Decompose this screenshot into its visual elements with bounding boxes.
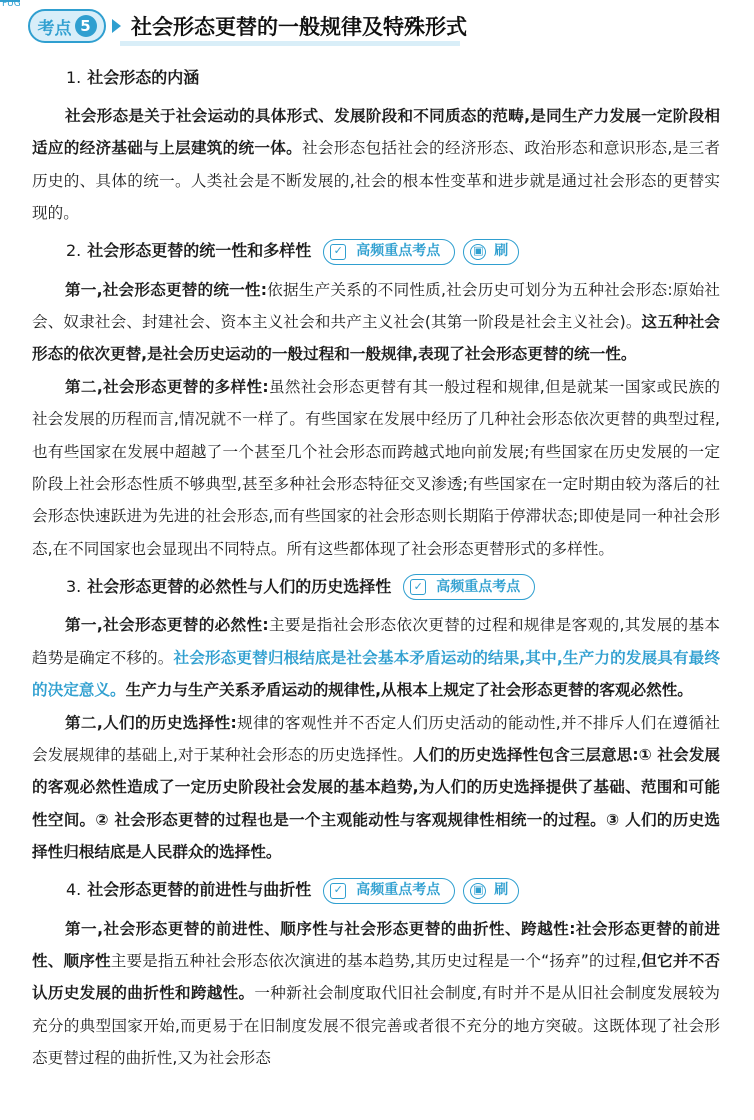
key-point-tag[interactable] (323, 239, 455, 265)
book-icon: ▣ (470, 883, 486, 899)
key-point-tag[interactable] (323, 878, 455, 904)
section-title: 社会形态更替的必然性与人们的历史选择性 (87, 577, 392, 597)
page-title: 社会形态更替的一般规律及特殊形式 (131, 15, 467, 39)
section-heading (32, 233, 720, 271)
badge-number: 5 (75, 15, 97, 37)
section-heading (32, 872, 720, 910)
text-run: 生产力与生产关系矛盾运动的规律性,从根本上规定了社会形态更替的客观必然性。 (125, 681, 693, 700)
tag-label: 高频重点考点 (356, 243, 441, 260)
text-run: 社会形态包括社会的经济形态、政治形态和意识形态,是三者历史的、具体的统一。人类社会是不断发展的,社会的根本性变革和进步就是通过社会形态的更替实现的。 (32, 139, 720, 223)
section-header (28, 4, 467, 48)
text-run: 社会形态更替归根结底是社会基本矛盾运动的结果,其中,生产力的发展具有最终的决定意义。 (32, 648, 720, 700)
checklist-icon: ✓ (330, 244, 346, 260)
paragraph (32, 100, 720, 230)
practice-tag[interactable] (463, 878, 519, 904)
text-run: 这五种社会形态的依次更替,是社会历史运动的一般过程和一般规律,表现了社会形态更替的统一性。 (32, 313, 720, 364)
section-title: 社会形态的内涵 (87, 67, 200, 87)
section-number: 1. (66, 67, 82, 87)
section-number: 3. (66, 577, 82, 597)
tag-label: 刷 (494, 243, 509, 260)
practice-tag[interactable] (463, 239, 519, 265)
corner-rule (0, 0, 20, 8)
text-run: 但它并不否认历史发展的曲折性和跨越性。 (32, 951, 720, 1003)
section-heading (32, 59, 720, 97)
text-run: 人们的历史选择性包含三层意思:① 社会发展的客观必然性造成了一定历史阶段社会发展的基本趋势,为人们的历史选择提供了基础、范围和可能性空间。② 社会形态更替的过程也是一个主观能动性与客观规律性相统一的过程。③ 人们的历史选择性归根结底是人民群众的选择性。 (32, 745, 720, 862)
checklist-icon: ✓ (330, 883, 346, 899)
text-run: 第一,社会形态更替的前进性、顺序性与社会形态更替的曲折性、跨越性:社会形态更替的前进性、顺序性 (32, 919, 720, 970)
text-run: 主要是指五种社会形态依次演进的基本趋势,其历史过程是一个“扬弃”的过程, (110, 951, 642, 970)
text-run: 第二,人们的历史选择性: (65, 713, 237, 732)
section-heading (32, 568, 720, 606)
corner-mark: FUG (2, 0, 21, 9)
checklist-icon: ✓ (410, 579, 426, 595)
badge-label: 考点 (37, 18, 72, 39)
section-number: 4. (66, 880, 82, 900)
text-run: 规律的客观性并不否定人们历史活动的能动性,并不排斥人们在遵循社会发展规律的基础上,对于某种社会形态的历史选择性。 (32, 713, 720, 764)
paragraph (32, 707, 720, 869)
section-title: 社会形态更替的前进性与曲折性 (87, 880, 312, 900)
text-run: 一种新社会制度取代旧社会制度,有时并不是从旧社会制度发展较为充分的典型国家开始,而更易于在旧制度发展不很完善或者很不充分的地方突破。这既体现了社会形态更替过程的曲折性,又为社会形态 (32, 984, 720, 1068)
text-run: 虽然社会形态更替有其一般过程和规律,但是就某一国家或民族的社会发展的历程而言,情况就不一样了。有些国家在发展中经历了几种社会形态依次更替的典型过程,也有些国家在发展中超越了一个甚至几个社会形态而跨越式地向前发展;有些国家在历史发展的一定阶段上社会形态性质不够典型,甚至多种社会形态特征交叉渗透;有些国家在一定时期由较为落后的社会形态快速跃进为先进的社会形态,而有些国家的社会形态则长期陷于停滞状态;即使是同一种社会形态,在不同国家也会显现出不同特点。所有这些都体现了社会形态更替形式的多样性。 (32, 377, 720, 558)
tag-label: 刷 (494, 882, 509, 899)
paragraph (32, 913, 720, 1075)
book-icon: ▣ (470, 244, 486, 260)
main-content (32, 56, 720, 1075)
arrow-icon (112, 19, 121, 33)
tag-label: 高频重点考点 (436, 579, 521, 596)
paragraph (32, 274, 720, 371)
text-run: 第一,社会形态更替的必然性: (65, 616, 269, 635)
paragraph (32, 371, 720, 565)
text-run: 主要是指社会形态依次更替的过程和规律是客观的,其发展的基本趋势是确定不移的。 (32, 616, 720, 667)
key-point-tag[interactable] (403, 574, 535, 600)
tag-label: 高频重点考点 (356, 882, 441, 899)
text-run: 第一,社会形态更替的统一性: (65, 280, 267, 299)
text-run: 第二,社会形态更替的多样性: (65, 377, 269, 396)
topic-badge (28, 9, 106, 43)
section-number: 2. (66, 241, 82, 261)
section-title: 社会形态更替的统一性和多样性 (87, 241, 312, 261)
text-run: 依据生产关系的不同性质,社会历史可划分为五种社会形态:原始社会、奴隶社会、封建社会、资本主义社会和共产主义社会(其第一阶段是社会主义社会)。 (32, 280, 720, 332)
paragraph (32, 609, 720, 706)
text-run: 社会形态是关于社会运动的具体形式、发展阶段和不同质态的范畴,是同生产力发展一定阶段相适应的经济基础与上层建筑的统一体。 (32, 107, 720, 158)
